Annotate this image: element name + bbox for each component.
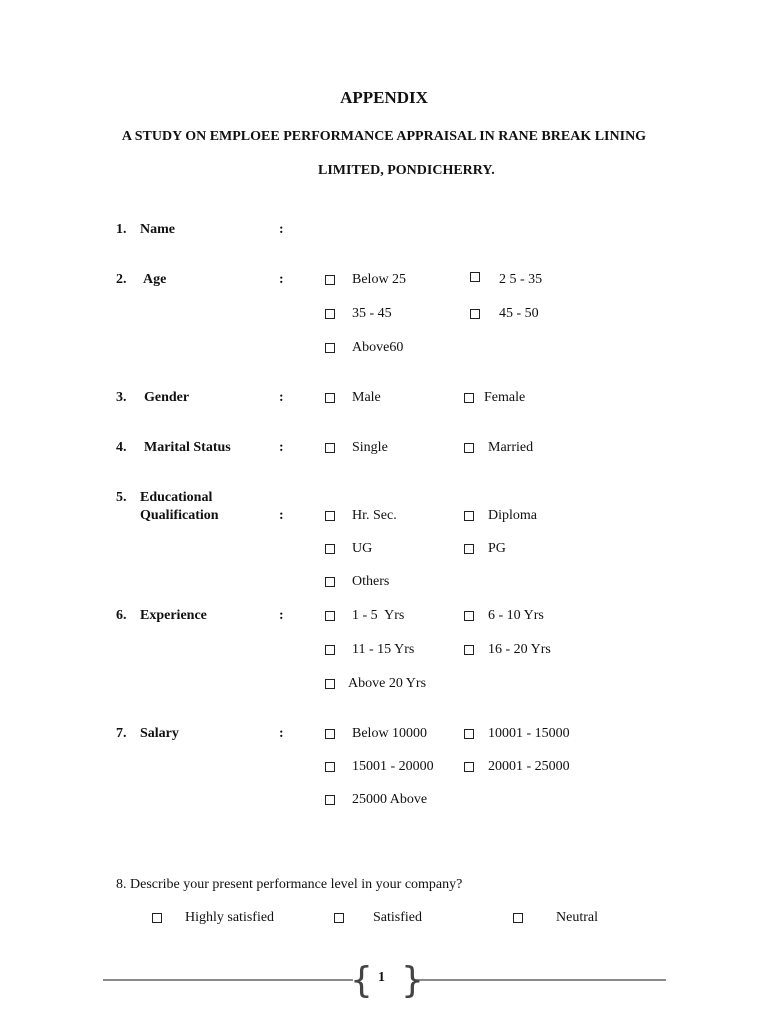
q6-label: Experience	[140, 608, 207, 623]
page-number: 1	[378, 970, 385, 985]
option-label: 35 - 45	[352, 306, 392, 321]
checkbox-icon[interactable]	[464, 544, 474, 554]
option-label: 20001 - 25000	[488, 759, 570, 774]
q7-option[interactable]	[325, 792, 427, 808]
checkbox-icon[interactable]	[325, 511, 335, 521]
q5-option[interactable]	[464, 541, 506, 557]
checkbox-icon[interactable]	[464, 511, 474, 521]
q8-option[interactable]	[334, 910, 422, 926]
checkbox-icon[interactable]	[325, 275, 335, 285]
q1-colon: :	[279, 222, 284, 237]
q2-option[interactable]	[325, 340, 403, 356]
option-label: Male	[352, 390, 381, 405]
q7-option[interactable]	[325, 726, 427, 742]
q2-option[interactable]	[470, 306, 539, 322]
q2-option[interactable]	[470, 272, 542, 288]
q1-label: Name	[140, 222, 175, 237]
checkbox-icon[interactable]	[325, 729, 335, 739]
checkbox-icon[interactable]	[470, 309, 480, 319]
study-title-line-2: LIMITED, PONDICHERRY.	[318, 163, 495, 178]
option-label: 11 - 15 Yrs	[352, 642, 415, 657]
q4-label: Marital Status	[144, 440, 231, 455]
q4-number: 4.	[116, 440, 127, 455]
option-label: 15001 - 20000	[352, 759, 434, 774]
q6-option[interactable]	[325, 608, 404, 624]
q3-label: Gender	[144, 390, 190, 405]
option-label: 25000 Above	[352, 792, 428, 807]
checkbox-icon[interactable]	[325, 795, 335, 805]
q2-option[interactable]	[325, 306, 392, 322]
page-title: APPENDIX	[340, 88, 428, 107]
q7-option[interactable]	[464, 726, 570, 742]
q5-option[interactable]	[464, 508, 537, 524]
option-label: Female	[484, 390, 526, 405]
q8-option[interactable]	[152, 910, 274, 926]
checkbox-icon[interactable]	[325, 611, 335, 621]
q8-option[interactable]	[513, 910, 598, 926]
option-label: 6 - 10 Yrs	[488, 608, 544, 623]
checkbox-icon[interactable]	[325, 393, 335, 403]
footer-rule-right	[414, 979, 666, 981]
option-label: Satisfied	[373, 910, 422, 925]
checkbox-icon[interactable]	[325, 762, 335, 772]
option-label: 45 - 50	[499, 306, 539, 321]
option-label: Below 10000	[352, 726, 428, 741]
checkbox-icon[interactable]	[464, 762, 474, 772]
option-label: Diploma	[488, 508, 537, 523]
q5-label-line-2: Qualification	[140, 508, 219, 523]
option-label: Hr. Sec.	[352, 508, 397, 523]
q4-option[interactable]	[325, 440, 388, 456]
option-label: 16 - 20 Yrs	[488, 642, 551, 657]
checkbox-icon[interactable]	[464, 393, 474, 403]
q3-option[interactable]	[325, 390, 381, 406]
q6-option[interactable]	[325, 676, 426, 692]
right-brace-icon: }	[401, 960, 424, 1001]
left-brace-icon: {	[350, 960, 373, 1001]
q5-option[interactable]	[325, 541, 372, 557]
q5-colon: :	[279, 508, 284, 523]
checkbox-icon[interactable]	[470, 272, 480, 282]
option-label: Neutral	[556, 910, 598, 925]
q6-option[interactable]	[464, 642, 551, 658]
checkbox-icon[interactable]	[325, 544, 335, 554]
checkbox-icon[interactable]	[325, 309, 335, 319]
q5-option[interactable]	[325, 508, 397, 524]
checkbox-icon[interactable]	[334, 913, 344, 923]
checkbox-icon[interactable]	[152, 913, 162, 923]
option-label: 2 5 - 35	[499, 272, 543, 287]
option-label: Above 20 Yrs	[348, 676, 427, 691]
q1-number: 1.	[116, 222, 127, 237]
study-title-line-1: A STUDY ON EMPLOEE PERFORMANCE APPRAISAL IN RANE BREAK LINING	[121, 129, 647, 144]
checkbox-icon[interactable]	[325, 679, 335, 689]
q7-label: Salary	[140, 726, 179, 741]
q3-number: 3.	[116, 390, 127, 405]
q2-option[interactable]	[325, 272, 406, 288]
checkbox-icon[interactable]	[464, 645, 474, 655]
q6-number: 6.	[116, 608, 127, 623]
q8-question: 8. Describe your present performance level in your company?	[116, 877, 463, 892]
q2-number: 2.	[116, 272, 127, 287]
option-label: Married	[488, 440, 534, 455]
footer-rule-left	[103, 979, 353, 981]
q6-colon: :	[279, 608, 284, 623]
checkbox-icon[interactable]	[464, 611, 474, 621]
checkbox-icon[interactable]	[513, 913, 523, 923]
q7-number: 7.	[116, 726, 127, 741]
q7-option[interactable]	[325, 759, 434, 775]
q2-colon: :	[279, 272, 284, 287]
checkbox-icon[interactable]	[325, 343, 335, 353]
option-label: PG	[488, 541, 506, 556]
option-label: Single	[352, 440, 388, 455]
checkbox-icon[interactable]	[325, 577, 335, 587]
q5-option[interactable]	[325, 574, 389, 590]
q6-option[interactable]	[464, 608, 544, 624]
option-label: Highly satisfied	[185, 910, 275, 925]
checkbox-icon[interactable]	[325, 645, 335, 655]
checkbox-icon[interactable]	[325, 443, 335, 453]
checkbox-icon[interactable]	[464, 729, 474, 739]
q6-option[interactable]	[325, 642, 414, 658]
option-label: Above60	[352, 340, 404, 355]
q3-colon: :	[279, 390, 284, 405]
q4-colon: :	[279, 440, 284, 455]
q2-label: Age	[143, 272, 167, 287]
option-label: Others	[352, 574, 390, 589]
q4-option[interactable]	[464, 440, 533, 456]
q7-option[interactable]	[464, 759, 570, 775]
option-label: Below 25	[352, 272, 407, 287]
q3-option[interactable]	[464, 390, 525, 406]
q5-number: 5.	[116, 490, 127, 505]
option-label: 1 - 5 Yrs	[352, 608, 405, 623]
q7-colon: :	[279, 726, 284, 741]
checkbox-icon[interactable]	[464, 443, 474, 453]
option-label: 10001 - 15000	[488, 726, 570, 741]
q5-label-line-1: Educational	[140, 490, 213, 505]
option-label: UG	[352, 541, 373, 556]
